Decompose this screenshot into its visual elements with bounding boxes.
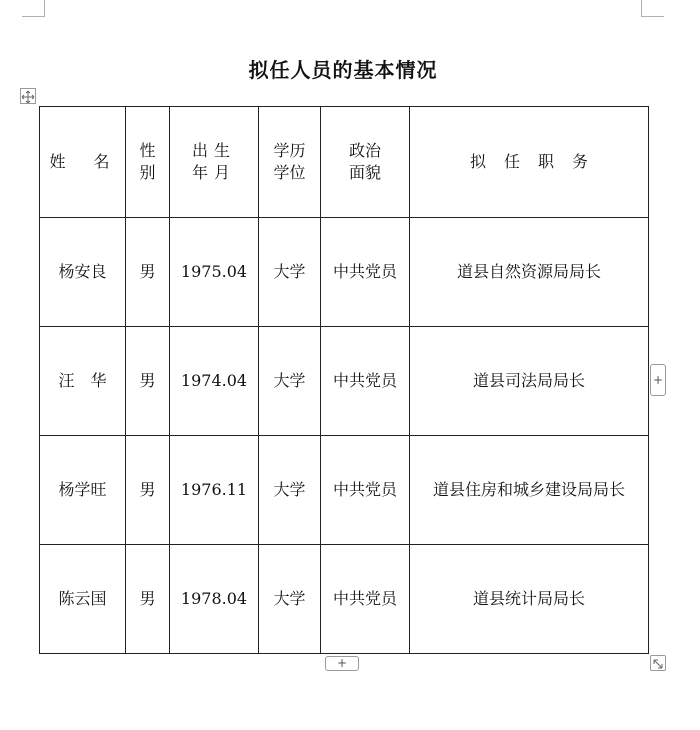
document-title: 拟任人员的基本情况 — [248, 58, 438, 82]
page-corner-mark-left — [22, 0, 45, 17]
cell-political[interactable]: 中共党员 — [321, 218, 410, 327]
table-row — [40, 436, 649, 545]
header-gender[interactable] — [126, 107, 170, 218]
header-birth[interactable] — [170, 107, 259, 218]
table-row — [40, 327, 649, 436]
cell-education[interactable]: 大学 — [259, 327, 321, 436]
cell-birth[interactable]: 1978.04 — [170, 545, 259, 654]
personnel-table — [39, 106, 649, 654]
add-row-button[interactable]: + — [325, 656, 359, 671]
cell-birth[interactable]: 1976.11 — [170, 436, 259, 545]
cell-position[interactable]: 道县统计局局长 — [410, 545, 649, 654]
header-education-line2: 学位 — [273, 163, 306, 182]
resize-arrows-icon — [651, 657, 665, 671]
cell-political[interactable]: 中共党员 — [321, 327, 410, 436]
header-birth-line1: 出生 — [191, 141, 236, 160]
cell-name[interactable]: 汪 华 — [40, 327, 126, 436]
header-gender-line2: 别 — [139, 163, 156, 182]
cell-name[interactable]: 陈云国 — [40, 545, 126, 654]
table-move-icon[interactable] — [20, 88, 36, 104]
cell-political[interactable]: 中共党员 — [321, 436, 410, 545]
header-education-line1: 学历 — [273, 141, 306, 160]
header-political[interactable] — [321, 107, 410, 218]
table-row — [40, 218, 649, 327]
table-header-row — [40, 107, 649, 218]
cell-position[interactable]: 道县自然资源局局长 — [410, 218, 649, 327]
cell-gender[interactable]: 男 — [126, 218, 170, 327]
cell-name[interactable]: 杨学旺 — [40, 436, 126, 545]
table-resize-icon[interactable] — [650, 655, 666, 671]
header-political-line1: 政治 — [348, 141, 381, 160]
header-position[interactable]: 拟任职务 — [410, 107, 649, 218]
cell-education[interactable]: 大学 — [259, 218, 321, 327]
cell-birth[interactable]: 1974.04 — [170, 327, 259, 436]
header-political-line2: 面貌 — [348, 163, 381, 182]
page-corner-mark-right — [641, 0, 664, 17]
cell-political[interactable]: 中共党员 — [321, 545, 410, 654]
cell-gender[interactable]: 男 — [126, 436, 170, 545]
cell-position[interactable]: 道县住房和城乡建设局局长 — [410, 436, 649, 545]
cell-gender[interactable]: 男 — [126, 545, 170, 654]
cell-position[interactable]: 道县司法局局长 — [410, 327, 649, 436]
cell-gender[interactable]: 男 — [126, 327, 170, 436]
header-birth-line2: 年月 — [191, 163, 236, 182]
cell-education[interactable]: 大学 — [259, 545, 321, 654]
table-row — [40, 545, 649, 654]
header-gender-line1: 性 — [139, 141, 156, 160]
cell-name[interactable]: 杨安良 — [40, 218, 126, 327]
header-name[interactable]: 姓 名 — [40, 107, 126, 218]
add-column-button[interactable]: + — [650, 364, 666, 396]
header-education[interactable] — [259, 107, 321, 218]
cell-birth[interactable]: 1975.04 — [170, 218, 259, 327]
move-arrows-icon — [21, 90, 35, 104]
cell-education[interactable]: 大学 — [259, 436, 321, 545]
